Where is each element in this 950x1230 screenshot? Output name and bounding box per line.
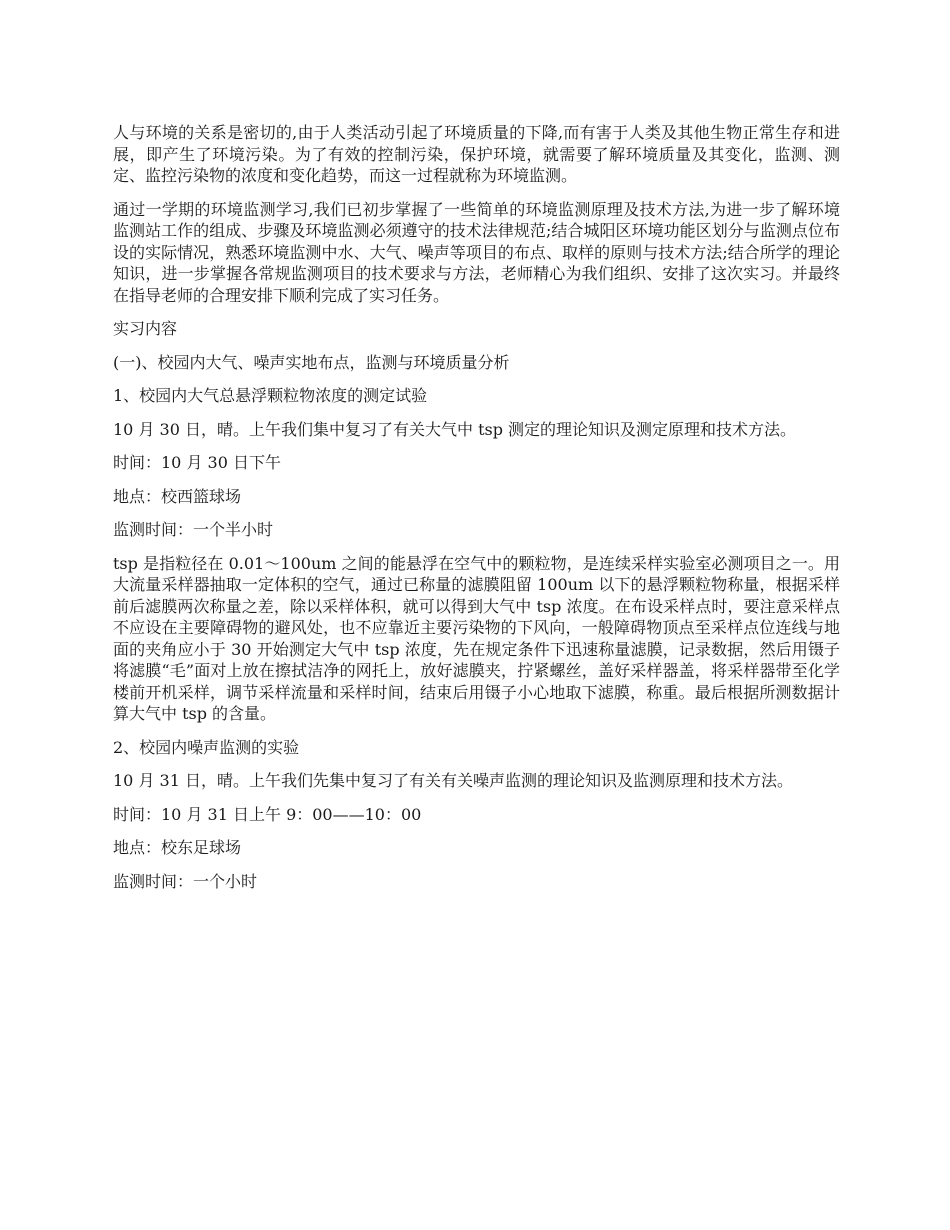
document-body (113, 122, 840, 904)
experiment-1-description: tsp 是指粒径在 0.01～100um 之间的能悬浮在空气中的颗粒物，是连续采样实验室必测项目之一。用大流量采样器抽取一定体积的空气，通过已称量的滤膜阻留 100um 以下的悬浮颗粒物称量，根据采样前后滤膜两次称量之差，除以采样体积，就可以得到大气中 tsp 浓度。在布设采样点时，要注意采样点不应设在主要障碍物的避风处，也不应靠近主要污染物的下风向，一般障碍物顶点至采样点位连线与地面的夹角应小于 30 开始测定大气中 tsp 浓度，先在规定条件下迅速称量滤膜，记录数据，然后用镊子将滤膜“毛”面对上放在擦拭洁净的网托上，放好滤膜夹，拧紧螺丝，盖好采样器盖，将采样器带至化学楼前开机采样，调节采样流量和采样时间，结束后用镊子小心地取下滤膜，称重。最后根据所测数据计算大气中 tsp 的含量。 (113, 553, 840, 723)
experiment-2-heading: 2、校园内噪声监测的实验 (113, 737, 300, 757)
experiment-1-date-paragraph: 10 月 30 日，晴。上午我们集中复习了有关大气中 tsp 测定的理论知识及测定原理和技术方法。 (113, 419, 797, 439)
experiment-1-duration: 监测时间：一个半小时 (113, 520, 274, 539)
experiment-1-location: 地点：校西篮球场 (113, 486, 242, 506)
experiment-2-location: 地点：校东足球场 (113, 838, 242, 857)
experiment-2-duration: 监测时间：一个小时 (113, 871, 258, 891)
experiment-1-heading: 1、校园内大气总悬浮颗粒物浓度的测定试验 (113, 386, 428, 405)
intro-paragraph: 人与环境的关系是密切的,由于人类活动引起了环境质量的下降,而有害于人类及其他生物正常生存和进展，即产生了环境污染。为了有效的控制污染，保护环境，就需要了解环境质量及其变化，监测、测定、监控污染物的浓度和变化趋势，而这一过程就称为环境监测。 (113, 123, 840, 185)
experiment-2-date-paragraph: 10 月 31 日，晴。上午我们先集中复习了有关有关噪声监测的理论知识及监测原理和技术方法。 (113, 771, 793, 790)
subsection-heading: (一)、校园内大气、噪声实地布点，监测与环境质量分析 (113, 352, 510, 372)
background-paragraph: 通过一学期的环境监测学习,我们已初步掌握了一些简单的环境监测原理及技术方法,为进一步了解环境监测站工作的组成、步骤及环境监测必须遵守的技术法律规范;结合城阳区环境功能区划分与监测点位布设的实际情况，熟悉环境监测中水、大气、噪声等项目的布点、取样的原则与技术方法;结合所学的理论知识，进一步掌握各常规监测项目的技术要求与方法，老师精心为我们组织、安排了这次实习。并最终在指导老师的合理安排下顺利完成了实习任务。 (113, 199, 840, 305)
experiment-1-time: 时间：10 月 30 日下午 (113, 453, 281, 472)
experiment-2-time: 时间：10 月 31 日上午 9：00——10：00 (113, 804, 422, 824)
section-heading: 实习内容 (113, 319, 178, 338)
